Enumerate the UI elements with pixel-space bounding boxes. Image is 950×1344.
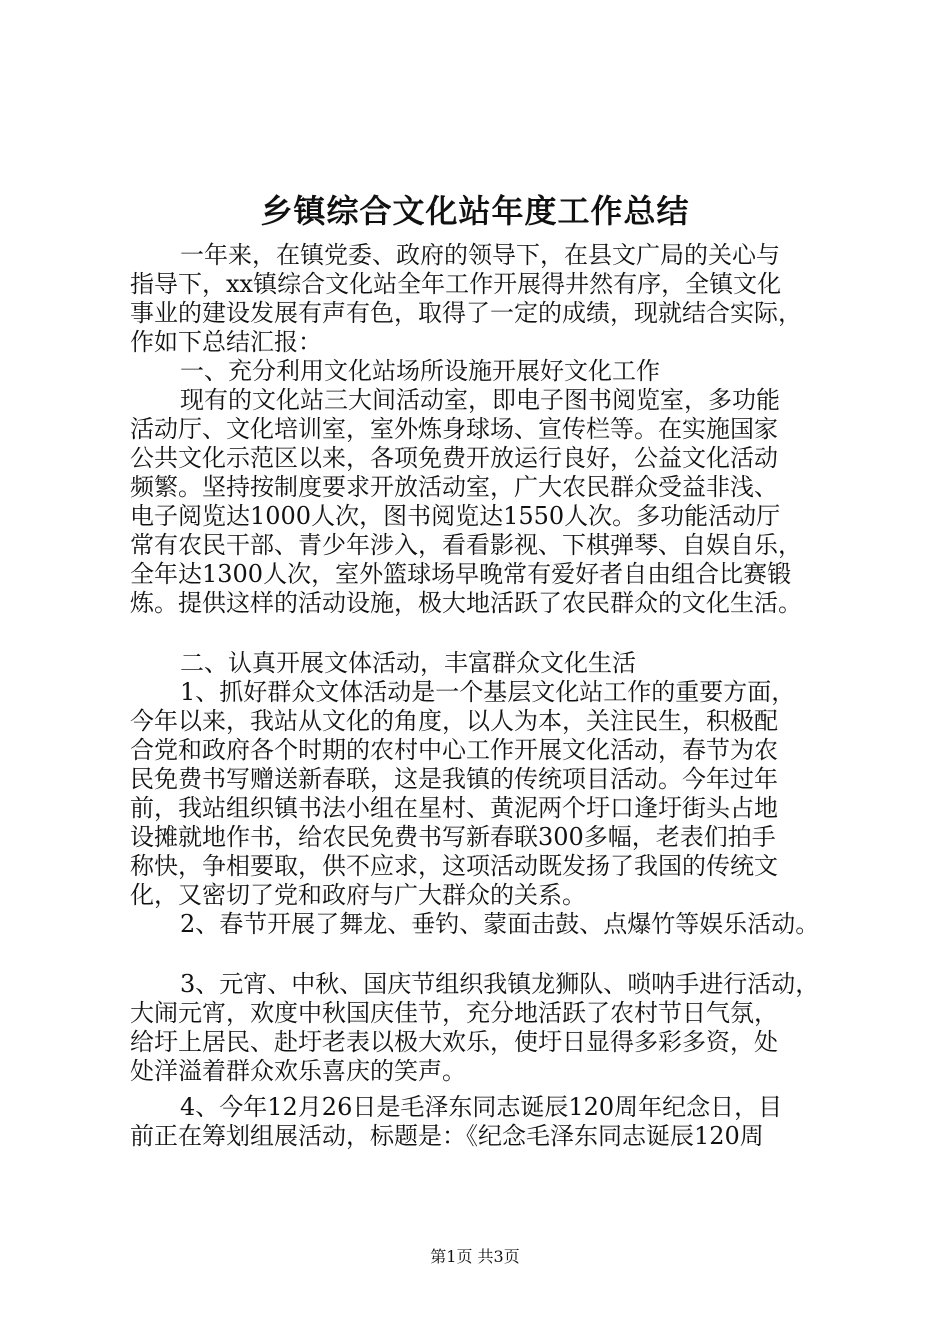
body-line: 前，我站组织镇书法小组在星村、黄泥两个圩口逢圩街头占地 <box>130 794 778 822</box>
body-line: 4、今年12月26日是毛泽东同志诞辰120周年纪念日，目 <box>180 1093 783 1121</box>
body-line: 常有农民干部、青少年涉入，看看影视、下棋弹琴、自娱自乐， <box>130 531 802 559</box>
body-line: 2、春节开展了舞龙、垂钓、蒙面击鼓、点爆竹等娱乐活动。 <box>180 910 820 938</box>
body-line: 现有的文化站三大间活动室，即电子图书阅览室，多功能 <box>180 386 780 414</box>
body-line: 事业的建设发展有声有色，取得了一定的成绩，现就结合实际， <box>130 299 802 327</box>
body-line: 今年以来，我站从文化的角度，以人为本，关注民生，积极配 <box>130 707 778 735</box>
body-line: 指导下，xx镇综合文化站全年工作开展得井然有序，全镇文化 <box>130 270 782 298</box>
body-line: 全年达1300人次，室外篮球场早晚常有爱好者自由组合比赛锻 <box>130 560 792 588</box>
body-line: 1、抓好群众文体活动是一个基层文化站工作的重要方面， <box>180 678 796 706</box>
body-line: 设摊就地作书，给农民免费书写新春联300多幅，老表们拍手 <box>130 823 776 851</box>
body-line: 炼。提供这样的活动设施，极大地活跃了农民群众的文化生活。 <box>130 589 802 617</box>
body-line: 一年来，在镇党委、政府的领导下，在县文广局的关心与 <box>180 241 780 269</box>
body-line: 民免费书写赠送新春联，这是我镇的传统项目活动。今年过年 <box>130 765 778 793</box>
body-line: 化，又密切了党和政府与广大群众的关系。 <box>130 881 586 909</box>
body-line: 作如下总结汇报： <box>130 328 322 356</box>
body-line: 给圩上居民、赴圩老表以极大欢乐，使圩日显得多彩多资，处 <box>130 1028 778 1056</box>
body-line: 大闹元宵，欢度中秋国庆佳节，充分地活跃了农村节日气氛， <box>130 999 778 1027</box>
body-line: 处洋溢着群众欢乐喜庆的笑声。 <box>130 1057 466 1085</box>
body-line: 合党和政府各个时期的农村中心工作开展文化活动，春节为农 <box>130 736 778 764</box>
body-line: 前正在筹划组展活动，标题是：《纪念毛泽东同志诞辰120周 <box>130 1122 764 1150</box>
section-heading: 二、认真开展文体活动，丰富群众文化生活 <box>180 649 636 677</box>
body-line: 活动厅、文化培训室，室外炼身球场、宣传栏等。在实施国家 <box>130 415 778 443</box>
body-line: 电子阅览达1000人次，图书阅览达1550人次。多功能活动厅 <box>130 502 781 530</box>
page-number-footer: 第1页 共3页 <box>430 1247 520 1266</box>
body-line: 称快，争相要取，供不应求，这项活动既发扬了我国的传统文 <box>130 852 778 880</box>
body-line: 公共文化示范区以来，各项免费开放运行良好，公益文化活动 <box>130 444 778 472</box>
section-heading: 一、充分利用文化站场所设施开展好文化工作 <box>180 357 660 385</box>
document-title: 乡镇综合文化站年度工作总结 <box>260 192 690 230</box>
body-line: 频繁。坚持按制度要求开放活动室，广大农民群众受益非浅、 <box>130 473 778 501</box>
body-line: 3、元宵、中秋、国庆节组织我镇龙狮队、唢呐手进行活动， <box>180 970 820 998</box>
